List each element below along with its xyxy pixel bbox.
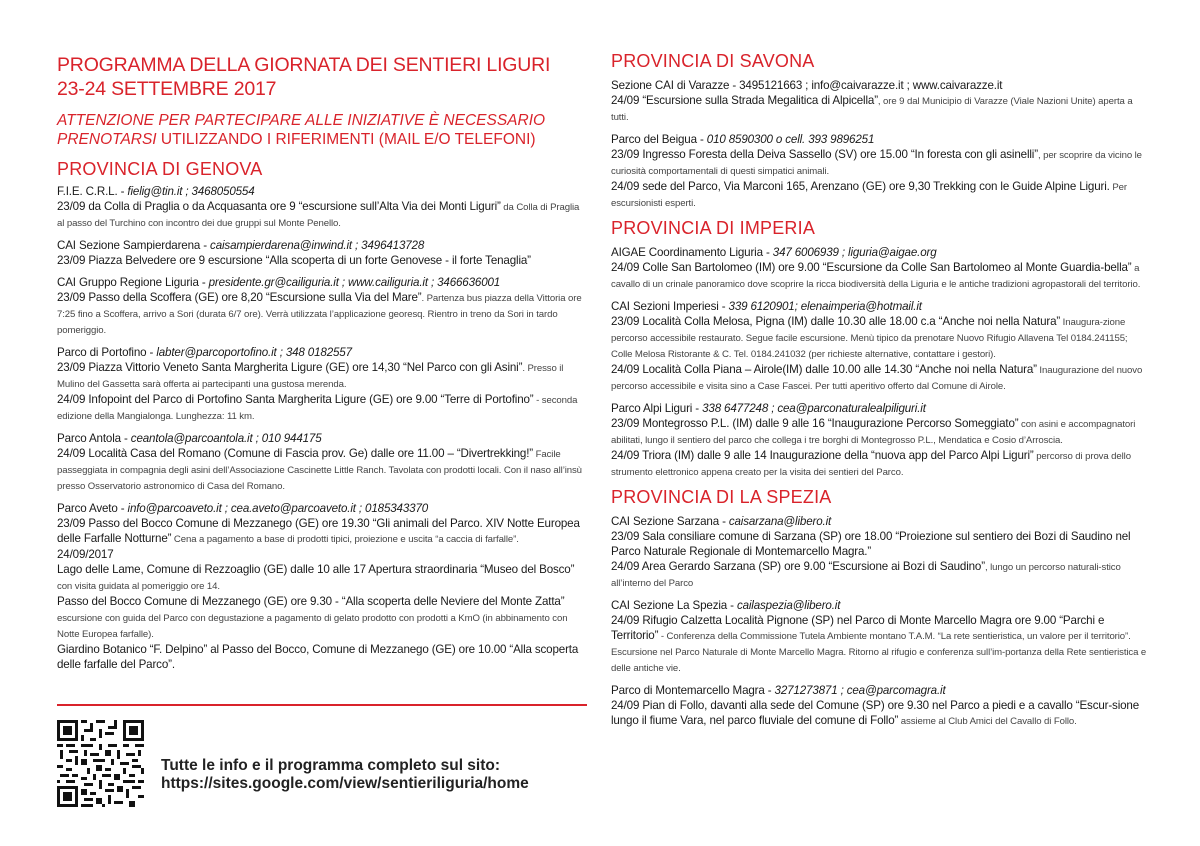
section-title-savona: PROVINCIA DI SAVONA: [611, 51, 815, 71]
org-cai-sampierdarena: CAI Sezione Sampierdarena - caisampierdarena@inwind.it ; 3496413728: [57, 239, 425, 252]
org-parco-portofino: Parco di Portofino - labter@parcoportofino.it ; 348 0182557: [57, 346, 352, 359]
org-cai-regione: CAI Gruppo Regione Liguria - presidente.gr@cailiguria.it ; www.cailiguria.it ; 3466636001: [57, 276, 501, 289]
org-parco-antola: Parco Antola - ceantola@parcoantola.it ; 010 944175: [57, 432, 322, 445]
org-aigae: AIGAE Coordinamento Liguria - 347 6006939 ; liguria@aigae.org: [611, 246, 937, 259]
warning-italic: ATTENZIONE PER PARTECIPARE ALLE INIZIATIVE È NECESSARIO PRENOTARSI: [57, 112, 546, 148]
left-column: [57, 50, 585, 672]
contact-cai-regione: presidente.gr@cailiguria.it ; www.cailiguria.it ; 3466636001: [208, 276, 501, 289]
event-portofino-2: 24/09 Infopoint del Parco di Portofino Santa Margherita Ligure (GE) ore 9.00 “Terre di Portofino” - seconda edizione della Mangialonga. Lunghezza: 11 km.: [57, 393, 578, 422]
qr-code-icon[interactable]: [57, 720, 144, 807]
event-sarzana-1: 23/09 Sala consiliare comune di Sarzana (SP) ore 18.00 “Proiezione sul sentiero dei Bozi di Saudino nel Parco Naturale Regionale di Montemarcello Magra.”: [611, 530, 1131, 558]
event-aveto-2: Lago delle Lame, Comune di Rezzoaglio (GE) dalle 10 alle 17 Apertura straordinaria “Museo del Bosco” con visita guidata al pomeriggio ore 14.: [57, 563, 575, 592]
org-cai-imperiesi: CAI Sezioni Imperiesi - 339 6120901; elenaimperia@hotmail.it: [611, 300, 922, 313]
section-title-imperia: PROVINCIA DI IMPERIA: [611, 218, 816, 238]
org-cai-la-spezia: CAI Sezione La Spezia - cailaspezia@libero.it: [611, 599, 841, 612]
contact-parco-portofino: labter@parcoportofino.it ; 348 0182557: [156, 346, 352, 359]
booking-warning: [57, 111, 585, 149]
org-parco-montemarcello: Parco di Montemarcello Magra - 3271273871 ; cea@parcomagra.it: [611, 684, 946, 697]
page-title: [57, 53, 585, 101]
event-varazze: 24/09 “Escursione sulla Strada Megalitica di Alpicella”, ore 9 dal Municipio di Varazze (Viale Nazioni Unite) aperta a tutti.: [611, 94, 1133, 123]
org-parco-beigua: Parco del Beigua - 010 8590300 o cell. 393 9896251: [611, 133, 875, 146]
section-title-genova: PROVINCIA DI GENOVA: [57, 159, 263, 179]
warning-plain: UTILIZZANDO I RIFERIMENTI (MAIL E/O TELEFONI): [156, 131, 536, 148]
contact-parco-beigua: 010 8590300 o cell. 393 9896251: [706, 133, 875, 146]
org-cai-varazze: Sezione CAI di Varazze - 3495121663 ; info@caivarazze.it ; www.caivarazze.it: [611, 79, 1003, 92]
event-aigae: 24/09 Colle San Bartolomeo (IM) ore 9.00 “Escursione da Colle San Bartolomeo al Monte Guardia-bella” a cavallo di un crinale panoramico dove scoprire la ricca biodiversità della Liguria e le antiche tradizioni agropastorali del territorio.: [611, 261, 1141, 290]
org-fie: F.I.E. C.R.L. - fielig@tin.it ; 3468050554: [57, 185, 255, 198]
contact-parco-aveto: info@parcoaveto.it ; cea.aveto@parcoaveto.it ; 0185343370: [127, 502, 429, 515]
event-alpi-2: 24/09 Triora (IM) dalle 9 alle 14 Inaugurazione della “nuova app del Parco Alpi Liguri” percorso di prova dello strumento elettronico appena creato per la visita dei sentieri del Parco.: [611, 449, 1131, 478]
contact-cai-imperiesi: 339 6120901; elenaimperia@hotmail.it: [728, 300, 922, 313]
event-alpi-1: 23/09 Montegrosso P.L. (IM) dalle 9 alle 16 “Inaugurazione Percorso Someggiato” con asini e accompagnatori abilitati, lungo il sentiero del parco che collega i tre borghi di Montegrosso P.L., Mendatica e Cosio d’Arroscia.: [611, 417, 1136, 446]
contact-cai-sampierdarena: caisampierdarena@inwind.it ; 3496413728: [210, 239, 425, 252]
event-aveto-date: 24/09/2017: [57, 548, 114, 561]
section-divider: [57, 704, 587, 706]
contact-cai-la-spezia: cailaspezia@libero.it: [736, 599, 841, 612]
contact-cai-sarzana: caisarzana@libero.it: [728, 515, 832, 528]
org-parco-alpi-liguri: Parco Alpi Liguri - 338 6477248 ; cea@parconaturalealpiliguri.it: [611, 402, 926, 415]
event-beigua-2: 24/09 sede del Parco, Via Marconi 165, Arenzano (GE) ore 9,30 Trekking con le Guide Alpine Liguri. Per escursionisti esperti.: [611, 180, 1127, 209]
event-cai-regione: 23/09 Passo della Scoffera (GE) ore 8,20 “Escursione sulla Via del Mare”. Partenza bus piazza della Vittoria ore 7:25 fino a Scoffera, arrivo a Sori (durata 6/7 ore). Verrà utilizzata l’applicazione georesq. Rientro in treno da Sori in tardo pomeriggio.: [57, 291, 582, 336]
contact-parco-montemarcello: 3271273871 ; cea@parcomagra.it: [774, 684, 946, 697]
org-parco-aveto: Parco Aveto - info@parcoaveto.it ; cea.aveto@parcoaveto.it ; 0185343370: [57, 502, 429, 515]
right-column: [611, 50, 1151, 729]
event-antola: 24/09 Località Casa del Romano (Comune di Fascia prov. Ge) dalle ore 11.00 – “Divertrekking!” Facile passeggiata in compagnia degli asini dell’Associazione Cascinette Little Ranch. Tavolata con prodotti locali. Con il naso all’insù presso Osservatorio astronomico di Casa del Romano.: [57, 447, 582, 492]
event-fie: 23/09 da Colla di Praglia o da Acquasanta ore 9 “escursione sull’Alta Via dei Monti Liguri” da Colla di Praglia al passo del Turchino con incontro dei due gruppi sul Monte Penello.: [57, 200, 580, 229]
contact-parco-antola: ceantola@parcoantola.it ; 010 944175: [130, 432, 322, 445]
footer-website-link[interactable]: https://sites.google.com/view/sentieriliguria/home: [161, 775, 529, 792]
org-cai-sarzana: CAI Sezione Sarzana - caisarzana@libero.it: [611, 515, 832, 528]
event-aveto-4: Giardino Botanico “F. Delpino” al Passo del Bocco, Comune di Mezzanego (GE) ore 10.00 “Alla scoperta delle farfalle del Parco”.: [57, 643, 579, 671]
event-la-spezia: 24/09 Rifugio Calzetta Località Pignone (SP) nel Parco di Monte Marcello Magra ore 9.00 “Parchi e Territorio” - Conferenza della Commissione Tutela Ambiente montano T.A.M. “La rete sentieristica, un valore per il territorio”. Escursione nel Parco Naturale di Monte Marcello Magra. Ritorno al rifugio e conferenza sull’im-portanza della Rete sentieristica e delle antiche vie.: [611, 614, 1147, 674]
event-portofino-1: 23/09 Piazza Vittorio Veneto Santa Margherita Ligure (GE) ore 14,30 “Nel Parco con gli Asini”. Presso il Mulino del Gassetta sarà offerta ai partecipanti una gustosa merenda.: [57, 361, 564, 390]
event-cai-imperiesi-2: 24/09 Località Colla Piana – Airole(IM) dalle 10.00 alle 14.30 “Anche noi nella Natura” Inaugurazione del nuovo percorso accessibile e visita sino a Case Fascei. Per tutti aperitivo offerto dal Comune di Airole.: [611, 363, 1143, 392]
footer-info-text: Tutte le info e il programma completo sul sito:: [161, 757, 501, 774]
event-beigua-1: 23/09 Ingresso Foresta della Deiva Sassello (SV) ore 15.00 “In foresta con gli asinelli”, per scoprire da vicino le curiosità comportamentali di questi simpatici animali.: [611, 148, 1142, 177]
title-line-2: 23-24 SETTEMBRE 2017: [57, 78, 277, 100]
contact-aigae: 347 6006939 ; liguria@aigae.org: [772, 246, 937, 259]
event-montemarcello: 24/09 Pian di Follo, davanti alla sede del Comune (SP) ore 9.30 nel Parco a piedi e a cavallo “Escur-sione lungo il fiume Vara, nel parco fluviale del comune di Follo” assieme al Club Amici del Cavallo di Follo.: [611, 699, 1140, 727]
event-cai-sampierdarena: 23/09 Piazza Belvedere ore 9 escursione “Alla scoperta di un forte Genovese - il forte Tenaglia”: [57, 254, 531, 267]
event-cai-imperiesi-1: 23/09 Località Colla Melosa, Pigna (IM) dalle 10.30 alle 18.00 c.a “Anche noi nella Natura” Inaugura-zione percorso accessibile restaurato. Segue facile escursione. Menù tipico da prenotare Nuovo Rifugio Allavena Tel 0184.241155; Colle Melosa Ristorante & C. Tel. 0184.241032 (per richieste alternative, contattare i gestori).: [611, 315, 1128, 360]
title-line-1: PROGRAMMA DELLA GIORNATA DEI SENTIERI LIGURI: [57, 54, 551, 76]
event-sarzana-2: 24/09 Area Gerardo Sarzana (SP) ore 9.00 “Escursione ai Bozi di Saudino”, lungo un percorso naturali-stico all’interno del Parco: [611, 560, 1121, 589]
contact-parco-alpi-liguri: 338 6477248 ; cea@parconaturalealpiliguri.it: [702, 402, 926, 415]
contact-fie: fielig@tin.it ; 3468050554: [127, 185, 255, 198]
event-aveto-1: 23/09 Passo del Bocco Comune di Mezzanego (GE) ore 19.30 “Gli animali del Parco. XIV Notte Europea delle Farfalle Notturne” Cena a pagamento a base di prodotti tipici, proiezione e uscita “a caccia di farfalle”.: [57, 517, 580, 545]
event-aveto-3: Passo del Bocco Comune di Mezzanego (GE) ore 9.30 - “Alla scoperta delle Neviere del Monte Zatta” escursione con guida del Parco con degustazione a pagamento di gelato prodotto con prodotti a KmO (in abbinamento con Notte Europea farfalle).: [57, 595, 568, 640]
section-title-la-spezia: PROVINCIA DI LA SPEZIA: [611, 487, 832, 507]
